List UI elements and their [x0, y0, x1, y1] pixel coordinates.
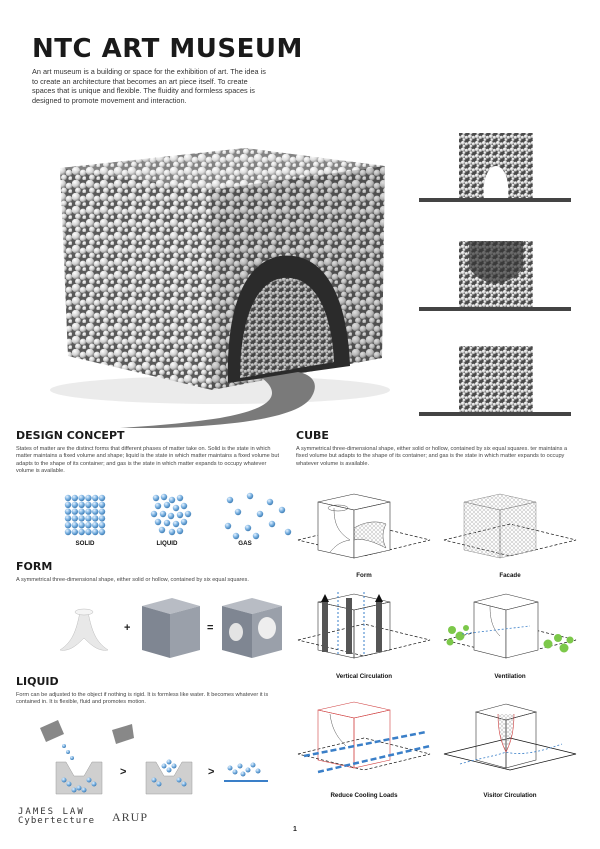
caption-form: Form [356, 572, 372, 579]
atom [78, 522, 84, 528]
elevation-1 [419, 128, 571, 208]
caption-ventilation: Ventilation [494, 673, 526, 680]
page-number: 1 [293, 826, 297, 833]
equals-sign: = [207, 622, 214, 634]
diagram-reduce-cooling-loads [294, 694, 434, 792]
atom [92, 522, 98, 528]
atom [185, 511, 191, 517]
arup-logo: ARUP [112, 810, 149, 824]
state-label-solid: SOLID [75, 540, 95, 547]
atom [164, 520, 170, 526]
diagram-ventilation [440, 588, 580, 674]
atom [92, 515, 98, 521]
atom [285, 529, 291, 535]
atom [99, 529, 105, 535]
design-concept-heading: DESIGN CONCEPT [16, 429, 125, 442]
atom [65, 502, 71, 508]
atom [168, 513, 174, 519]
atom [177, 512, 183, 518]
caption-facade: Facade [499, 572, 521, 579]
atom [155, 519, 161, 525]
atom [65, 508, 71, 514]
atom [78, 508, 84, 514]
atom [177, 495, 183, 501]
design-concept-text: States of matter are the distinct forms that different phases of matter take on. Solid is the state in which matter maintains a fixed volume and shape; liquid is the state in which matter maintains a fixed volume but adapts to the shape of its container; and gas is the state in which matter expands to occupy whatever volume is available. [16, 446, 280, 475]
atom [65, 515, 71, 521]
atom [85, 508, 91, 514]
atom [99, 522, 105, 528]
atom [177, 528, 183, 534]
caption-visitor-circulation: Visitor Circulation [483, 792, 537, 799]
plus-sign: + [124, 622, 131, 634]
atom [85, 502, 91, 508]
caption-vertical-circulation: Vertical Circulation [335, 673, 393, 680]
atom [99, 495, 105, 501]
arrow-2: > [208, 766, 215, 778]
atom [161, 494, 167, 500]
atom [72, 529, 78, 535]
diagram-form [294, 488, 434, 574]
atom [181, 503, 187, 509]
atom [233, 533, 239, 539]
atom [65, 495, 71, 501]
atom [159, 527, 165, 533]
logo-line-2: Cybertecture [18, 816, 96, 826]
liquid-heading: LIQUID [16, 675, 59, 688]
diagram-facade [440, 488, 580, 574]
atom [253, 533, 259, 539]
state-label-gas: GAS [238, 540, 252, 547]
form-equation [50, 592, 290, 670]
atom [85, 529, 91, 535]
atom [225, 523, 231, 529]
atom [173, 505, 179, 511]
atom [245, 525, 251, 531]
diagram-visitor-circulation [440, 694, 580, 792]
form-text: A symmetrical three-dimensional shape, either solid or hollow, contained by six equal squares. [16, 577, 249, 583]
atom [279, 507, 285, 513]
atom [72, 522, 78, 528]
atom [85, 495, 91, 501]
atoms-svg [60, 492, 300, 540]
atom [227, 497, 233, 503]
atom [153, 495, 159, 501]
states-of-matter [60, 492, 300, 550]
liquid-text: Form can be adjusted to the object if nothing is rigid. It is formless like water. It becomes whatever it is contained in. It is flexible, fluid and promotes motion. [16, 692, 269, 706]
atom [160, 511, 166, 517]
atom [99, 502, 105, 508]
atom [247, 493, 253, 499]
cube-heading: CUBE [296, 429, 329, 442]
atom [78, 515, 84, 521]
logo-line-1: JAMES LAW [18, 807, 85, 817]
cube-text: A symmetrical three-dimensional shape, either solid or hollow, contained by six equal squares. ter maintains a fixed volume but adapts to the shape of its container; and gas is the state in which matter expands to occupy whatever volume is available. [296, 446, 568, 467]
james-law-logo [18, 808, 95, 826]
hero-render [30, 128, 402, 428]
atom [78, 495, 84, 501]
atom [65, 529, 71, 535]
atom [257, 511, 263, 517]
atom [92, 502, 98, 508]
atom [72, 502, 78, 508]
atom [78, 529, 84, 535]
atom [173, 521, 179, 527]
atom [267, 499, 273, 505]
elevation-3 [419, 343, 571, 423]
atom [78, 502, 84, 508]
atom [181, 519, 187, 525]
arrow-1: > [120, 766, 127, 778]
atom [72, 508, 78, 514]
atom [92, 529, 98, 535]
page-title: NTC ART MUSEUM [32, 34, 303, 64]
atom [169, 529, 175, 535]
atom [65, 522, 71, 528]
caption-reduce-cooling-loads: Reduce Cooling Loads [330, 792, 398, 799]
diagram-vertical-circulation [294, 588, 434, 674]
liquid-diagram [34, 718, 294, 798]
atom [85, 522, 91, 528]
atom [235, 509, 241, 515]
atom [155, 503, 161, 509]
atom [99, 508, 105, 514]
atom [92, 508, 98, 514]
atom [85, 515, 91, 521]
atom [164, 502, 170, 508]
atom [92, 495, 98, 501]
elevation-2 [419, 238, 571, 318]
atom [269, 521, 275, 527]
atom [72, 515, 78, 521]
state-label-liquid: LIQUID [156, 540, 178, 547]
atom [151, 511, 157, 517]
atom [99, 515, 105, 521]
atom [169, 497, 175, 503]
atom [72, 495, 78, 501]
intro-text: An art museum is a building or space for the exhibition of art. The idea is to create an architecture that becomes an art piece itself. To create spaces that is unique and flexible. The fluidity and formless spaces is designed to promote movement and interaction. [32, 67, 266, 105]
form-heading: FORM [16, 560, 53, 573]
